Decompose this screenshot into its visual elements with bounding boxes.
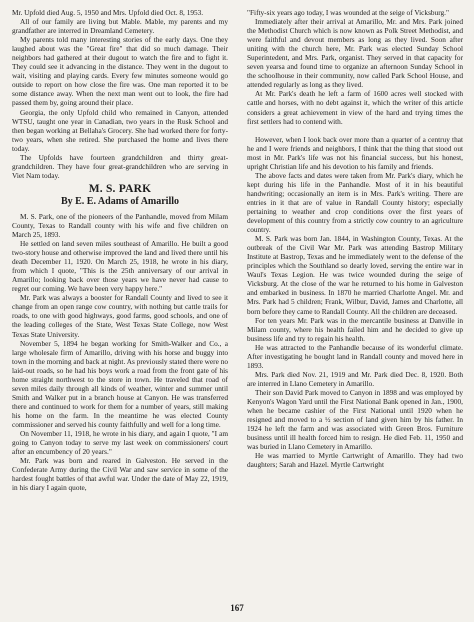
paragraph: November 5, 1894 he began working for Smith-Walker and Co., a large wholesale firm of Amarillo, driving with his horse and buggy into town in the morning and back at night. As previously stated there were no laid-out roads, so he had his boys work a road from the front gate of his home straight northwest to the store in town. He traveled that road of seven miles daily through all kinds of weather, winter and summer until Smith and Walker put in a branch house at Canyon. He was transferred there and continued to work for them for a number of years, still making his home on the farm. In the meantime he was elected County commissioner and served his county faithfully and well for a long time. [12, 338, 228, 429]
paragraph: However, when I look back over more than a quarter of a centruy that he and I were friends and neighbors, I think that the thing that stood out most in Mr. Park's life was not his financial success, but his honest, upright Christian life and his devotion to his family and friends. [247, 134, 463, 171]
paragraph: My parents told many interesting stories of the early days. One they laughed about was the "Great fire" that did so much damage. Their neighbors had gathered at their dugout to watch the fire and to fight it. They could see it advancing in the distance. They went in the dugout to wait, visiting and playing cards. Every few minutes someone would go outside to report on how close the fire was. One man reported it to be some distance away. When the next man went out to look, the fire had passed them by, going around their place. [12, 35, 228, 108]
page-number: 167 [230, 603, 244, 613]
paragraph: Their son David Park moved to Canyon in 1898 and was employed by Kenyon's Wagon Yard until the First National Bank opened in Jan., 1900, when he became cashier of the First National until 1920 when he resigned and moved to a ½ section of land given him by his father. In 1924 he left the farm and was associated with Green Bros. Furniture business until ill health forced him to resign. He died Feb. 11, 1950 and was buried in Llano Cemetery in Amarillo. [247, 387, 463, 452]
paragraph: M. S. Park, one of the pioneers of the Panhandle, moved from Milam County, Texas to Randall county with his wife and five children on March 25, 1893. [12, 211, 228, 239]
paragraph: Mrs. Park died Nov. 21, 1919 and Mr. Park died Dec. 8, 1920. Both are interred in Llano Cemetery in Amarillo. [247, 369, 463, 388]
paragraph: The Upfolds have fourteen grandchildren and thirty great-grandchildren. They have four great-grandchildren who are serving in Viet Nam today. [12, 152, 228, 180]
article-heading [12, 183, 228, 208]
article-byline: By E. E. Adams of Amarillo [60, 195, 180, 207]
article-title: M. S. PARK [88, 182, 152, 195]
paragraph: "Fifty-six years ago today, I was wounded at the seige of Vicksburg." [247, 8, 449, 17]
paragraph: On November 11, 1918, he wrote in his diary, and again I quote, "I am going to Canyon today to serve my last week on commissioners' court after an encumbency of 20 years." [12, 429, 228, 457]
paragraph: All of our family are living but Mable. Mable, my parents and my grandfather are interred in Dreamland Cemetery. [12, 17, 228, 36]
paragraph: He was married to Myrtle Cartwright of Amarillo. They had two daughters; Sarah and Hazel. Myrtle Cartwright [247, 451, 463, 470]
paragraph: Mr. Upfold died Aug. 5, 1950 and Mrs. Upfold died Oct. 8, 1953. [12, 8, 204, 17]
right-column [247, 8, 463, 469]
paragraph: He settled on land seven miles southeast of Amarillo. He built a good two-story house and otherwise improved the land and lived there until his death December 11, 1920. On March 25, 1918, he wrote in his diary, from which I quote, "This is the 25th anniversary of our arrival in Amarillo; looking back over those years we have never had cause to regret our coming. We have been very happy here." [12, 239, 228, 294]
paragraph: Mr. Park was always a booster for Randall County and lived to see it change from an open range cow country, with nothing but cattle trails for roads, to one with good highways, good farms, good schools, and one of the leading colleges of the State, West Texas State College, now West Texas State University. [12, 293, 228, 339]
paragraph: Immediately after their arrival at Amarillo, Mr. and Mrs. Park joined the Methodist Church which is now known as Polk Street Methodist, and were faithful and devout members as long as they lived. Soon after uniting with the church here, Mr. Park was elected Sunday School Superintedent, and Mrs. Park, organist. They served in that capacity for seven yearsa and found time to organize an afternoon Sunday School in the schoolhouse in their community, now called Park School House, and attended regularly as long as they lived. [247, 17, 463, 90]
paragraph: M. S. Park was born Jan. 1844, in Washington County, Texas. At the outbreak of the Civil War Mr. Park was attending Bastrop Military Institute at Bastrop, Texas and he immediately went to the defense of the principles which the Southland so dearly loved, serving the entire war in Waul's Texas Legion. He was twice wounded during the seige of Vicksburg. At the close of the war he returned to his home in Galveston and embarked in business. In 1870 he married Charlotte Angel. Mr. and Mrs. Park had 5 children; Frank, Wilbur, David, James and Charlotte, all born before they came to Randall County. All the children are deceased. [247, 234, 463, 316]
paragraph: Georgia, the only Upfold child who remained in Canyon, attended WTSU, taught one year in Canadian, two years in the Rusk School and then began working at Bellaha's Grocery. She had worked there for forty-two years, when she retired. She purchased the home and lives there today. [12, 107, 228, 153]
paragraph: He was attracted to the Panhandle because of its wonderful climate. After investigating he bought land in Randall county and moved here in 1893. [247, 342, 463, 370]
paragraph: For ten years Mr. Park was in the mercantile business at Danville in Milam county, where his health failed him and he decided to give up business life and try to regain his health. [247, 315, 463, 343]
paragraph: At Mr. Park's death he left a farm of 1600 acres well stocked with cattle and horses, with no debt against it, which the writer of this article considers a great achievement in view of the hard and trying times the first settlers had to contend with. [247, 89, 463, 126]
paragraph: Mr. Park was born and reared in Galveston. He served in the Confederate Army during the Civil War and saw service in some of the hardest fought battles of that awful war. Under the date of May 22, 1919, in his diary I again quote, [12, 456, 228, 493]
paragraph: The above facts and dates were taken from Mr. Park's diary, which he kept during his life in the Panhandle. Most of it in his beautiful handwriting; occasionally an item is in Mrs. Park's writing. There are entries in it that are of value in Randall County history; especially pertaining to weather and crop conditions over the first years of development of this country from a strictly cow country to an agriculture country. [247, 170, 463, 235]
left-column [12, 8, 228, 492]
